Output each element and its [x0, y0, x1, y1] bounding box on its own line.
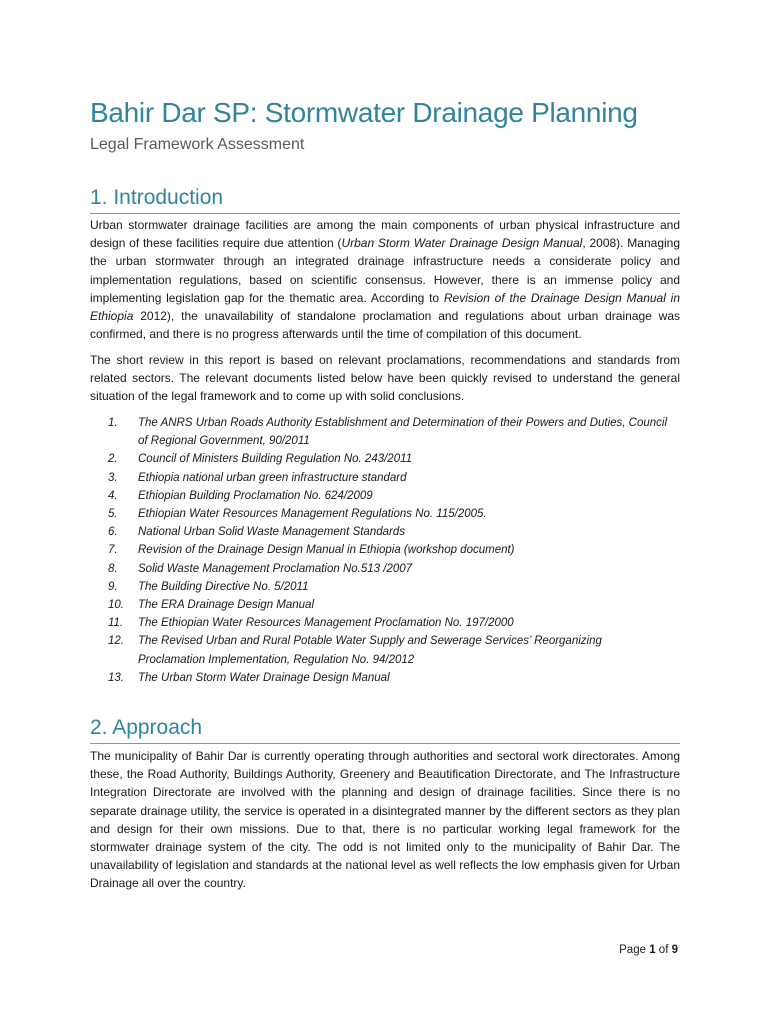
reference-text: The Revised Urban and Rural Potable Water Supply and Sewerage Services’ Reorganizing Proclamation Implementation, Regulation No. 94/2012	[138, 635, 602, 666]
reference-item	[108, 560, 668, 578]
title-main: Stormwater Drainage Planning	[257, 97, 638, 128]
section-heading-approach: 2. Approach	[90, 714, 680, 744]
reference-text: The Ethiopian Water Resources Management Proclamation No. 197/2000	[138, 617, 514, 630]
reference-item	[108, 487, 668, 505]
reference-number: 13.	[108, 671, 124, 684]
reference-text: Ethiopia national urban green infrastructure standard	[138, 471, 407, 484]
introduction-paragraph-2: The short review in this report is based on relevant proclamations, recommendations and standards from related sectors. The relevant documents listed below have been quickly revised to understand the general situation of the legal framework and to come up with solid conclusions.	[90, 353, 680, 404]
reference-number: 1.	[108, 417, 118, 429]
reference-number: 3.	[108, 471, 118, 484]
reference-item	[108, 596, 668, 614]
reference-text: Council of Ministers Building Regulation No. 243/2011	[138, 453, 413, 466]
introduction-paragraph-1: Urban stormwater drainage facilities are among the main components of urban physical infrastructure and design of these facilities require due attention (Urban Storm Water Drainage Design Manual, 2008). Managing the urban stormwater through an integrated drainage infrastructure needs a considerate policy and implementation regulations, based on scientific consensus. However, there is an immense policy and implementing legislation gap for the thematic area. According to Revision of the Drainage Design Manual in Ethiopia 2012), the unavailability of standalone proclamation and regulations about urban drainage was confirmed, and there is no progress afterwards until the time of compilation of this document.	[90, 218, 681, 342]
reference-number: 6.	[108, 526, 118, 539]
reference-text: The ANRS Urban Roads Authority Establishment and Determination of their Powers and Duties, Council of Regional Government, 90/2011	[138, 417, 668, 448]
reference-item	[108, 632, 668, 668]
reference-item	[108, 614, 668, 632]
reference-text: Ethiopian Building Proclamation No. 624/2009	[138, 489, 373, 502]
reference-item	[108, 523, 668, 541]
reference-text: Ethiopian Water Resources Management Regulations No. 115/2005.	[138, 508, 487, 521]
document-subtitle: Legal Framework Assessment	[90, 136, 305, 153]
reference-number: 4.	[108, 489, 118, 502]
reference-item	[108, 578, 668, 596]
reference-text: National Urban Solid Waste Management Standards	[138, 526, 405, 539]
title-prefix: Bahir Dar SP:	[90, 97, 258, 128]
reference-item	[108, 414, 668, 450]
reference-text: The Building Directive No. 5/2011	[138, 580, 309, 593]
reference-text: The Urban Storm Water Drainage Design Manual	[138, 671, 390, 684]
reference-number: 5.	[108, 508, 118, 521]
reference-text: The ERA Drainage Design Manual	[138, 599, 314, 612]
reference-item	[108, 450, 668, 468]
reference-number: 10.	[108, 599, 124, 612]
reference-text: Solid Waste Management Proclamation No.513 /2007	[138, 562, 413, 575]
document-title	[90, 93, 710, 133]
reference-item	[108, 469, 668, 487]
page-number: Page 1 of 9	[619, 944, 678, 956]
reference-item	[108, 505, 668, 523]
reference-item	[108, 669, 668, 687]
reference-item	[108, 541, 668, 559]
reference-number: 9.	[108, 580, 118, 593]
reference-list	[108, 414, 668, 687]
reference-number: 2.	[108, 453, 118, 466]
reference-number: 12.	[108, 635, 124, 648]
reference-number: 11.	[108, 617, 124, 630]
approach-paragraph: The municipality of Bahir Dar is currently operating through authorities and sectoral work directorates. Among these, the Road Authority, Buildings Authority, Greenery and Beautification Directorate, and The Infrastructure Integration Directorate are involved with the planning and design of drainage facilities. Since there is no separate drainage utility, the service is operated in a disintegrated manner by the different sectors as they plan and design for their own missions. Due to that, there is no particular working legal framework for the stormwater drainage system of the city. The odd is not limited only to the municipality of Bahir Dar. The unavailability of legislation and standards at the national level as well reflects the low emphasis given for Urban Drainage all over the country.	[90, 749, 680, 891]
reference-text: Revision of the Drainage Design Manual in Ethiopia (workshop document)	[138, 544, 515, 557]
reference-number: 7.	[108, 544, 118, 557]
section-heading-introduction: 1. Introduction	[90, 184, 680, 214]
reference-number: 8.	[108, 562, 118, 575]
